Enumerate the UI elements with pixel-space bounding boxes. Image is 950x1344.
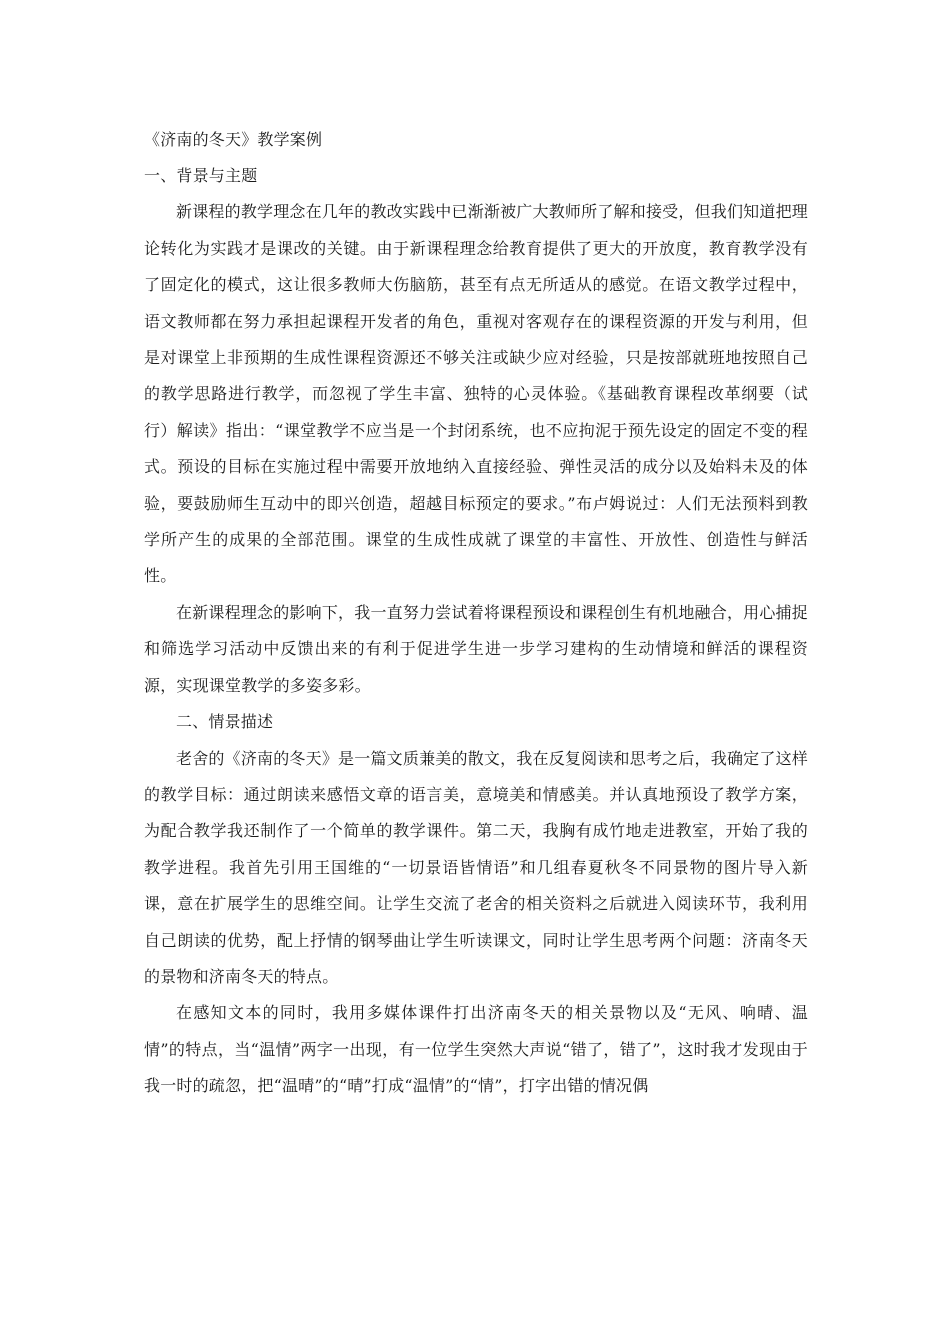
- document-title: 《济南的冬天》教学案例: [144, 130, 323, 149]
- paragraph: 老舍的《济南的冬天》是一篇文质兼美的散文，我在反复阅读和思考之后，我确定了这样的教学目标：通过朗读来感悟文章的语言美，意境美和情感美。并认真地预设了教学方案，为配合教学我还制作了一个简单的教学课件。第二天，我胸有成竹地走进教室，开始了我的教学进程。我首先引用王国维的“一切景语皆情语”和几组春夏秋冬不同景物的图片导入新课，意在扩展学生的思维空间。让学生交流了老舍的相关资料之后就进入阅读环节，我利用自己朗读的优势，配上抒情的钢琴曲让学生听读课文，同时让学生思考两个问题：济南冬天的景物和济南冬天的特点。: [144, 748, 808, 986]
- section-heading-scenario: 二、情景描述: [176, 712, 274, 732]
- document-body: [144, 126, 808, 1105]
- paragraph: 在新课程理念的影响下，我一直努力尝试着将课程预设和课程创生有机地融合，用心捕捉和筛选学习活动中反馈出来的有利于促进学生进一步学习建构的生动情境和鲜活的课程资源，实现课堂教学的多姿多彩。: [144, 602, 808, 695]
- paragraph: 在感知文本的同时，我用多媒体课件打出济南冬天的相关景物以及“无风、响晴、温情”的特点，当“温情”两字一出现，有一位学生突然大声说“错了，错了”，这时我才发现由于我一时的疏忽，把“温晴”的“晴”打成“温情”的“情”，打字出错的情况偶: [144, 1003, 808, 1096]
- paragraph: 新课程的教学理念在几年的教改实践中已渐渐被广大教师所了解和接受，但我们知道把理论转化为实践才是课改的关键。由于新课程理念给教育提供了更大的开放度，教育教学没有了固定化的模式，这让很多教师大伤脑筋，甚至有点无所适从的感觉。在语文教学过程中，语文教师都在努力承担起课程开发者的角色，重视对客观存在的课程资源的开发与利用，但是对课堂上非预期的生成性课程资源还不够关注或缺少应对经验，只是按部就班地按照自己的教学思路进行教学，而忽视了学生丰富、独特的心灵体验。《基础教育课程改革纲要（试行）解读》指出：“课堂教学不应当是一个封闭系统，也不应拘泥于预先设定的固定不变的程式。预设的目标在实施过程中需要开放地纳入直接经验、弹性灵活的成分以及始料未及的体验，要鼓励师生互动中的即兴创造，超越目标预定的要求。”布卢姆说过：人们无法预料到教学所产生的成果的全部范围。课堂的生成性成就了课堂的丰富性、开放性、创造性与鲜活性。: [144, 202, 808, 586]
- section-heading-background: 一、背景与主题: [144, 166, 258, 185]
